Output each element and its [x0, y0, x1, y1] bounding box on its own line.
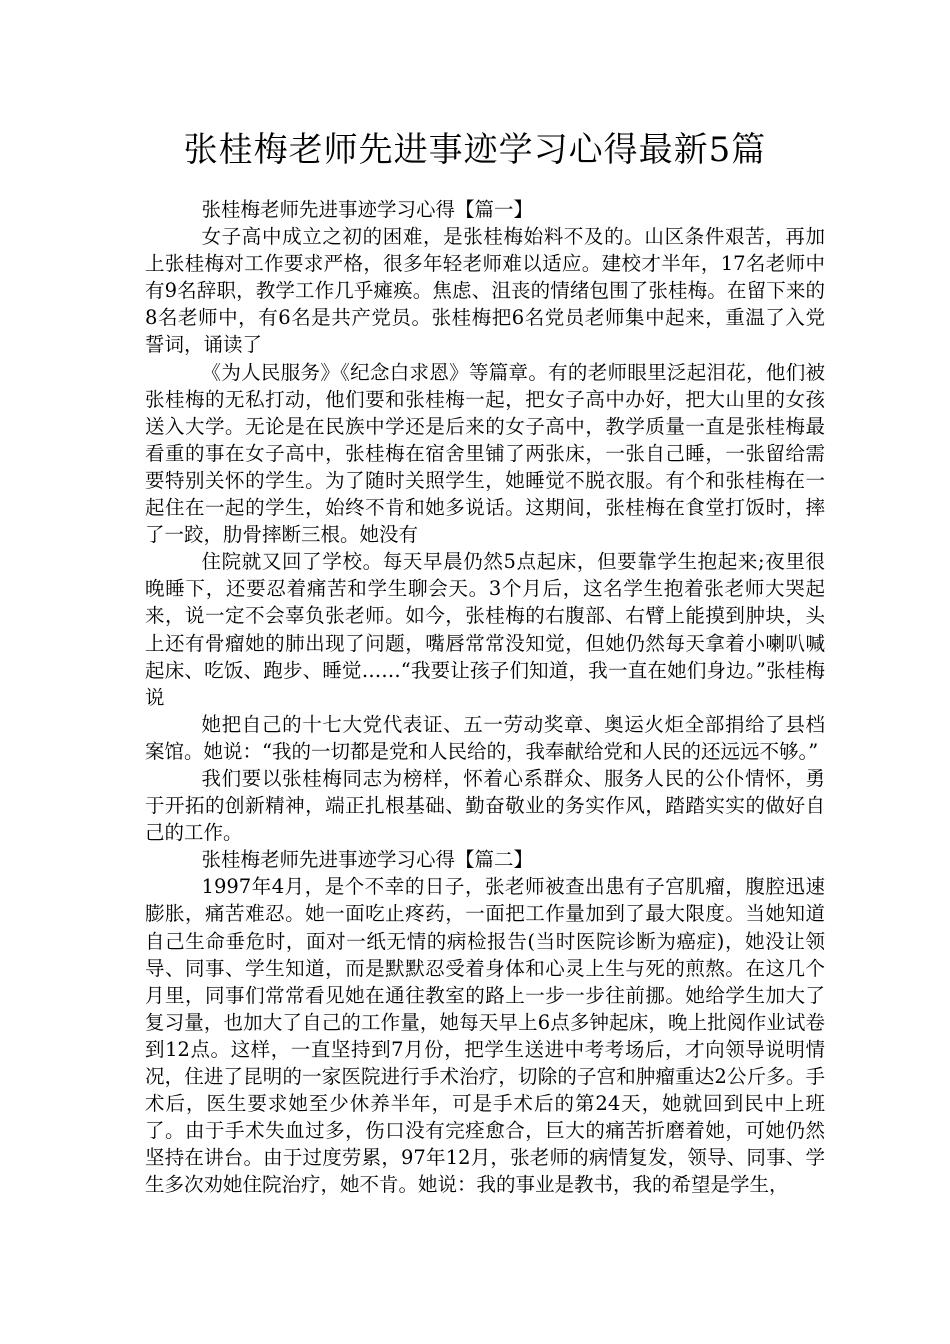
paragraph: 《为人民服务》《纪念白求恩》等篇章。有的老师眼里泛起泪花，他们被张桂梅的无私打动，他们要和张桂梅一起，把女子高中办好，把大山里的女孩送入大学。无论是在民族中学还是后来的女子高中，教学质量一直是张桂梅最看重的事在女子高中，张桂梅在宿舍里铺了两张床，一张自己睡，一张留给需要特别关怀的学生。为了随时关照学生，她睡觉不脱衣服。有个和张桂梅在一起住在一起的学生，始终不肯和她多说话。这期间，张桂梅在食堂打饭时，摔了一跤，肋骨摔断三根。她没有 — [145, 360, 825, 547]
section-heading-1: 张桂梅老师先进事迹学习心得【篇一】 — [201, 198, 534, 221]
paragraph: 1997年4月，是个不幸的日子，张老师被查出患有子宫肌瘤，腹腔迅速膨胀，痛苦难忍。她一面吃止疼药，一面把工作量加到了最大限度。当她知道自己生命垂危时，面对一纸无情的病检报告(当时医院诊断为癌症)，她没让领导、同事、学生知道，而是默默忍受着身体和心灵上生与死的煎熬。在这几个月里，同事们常常看见她在通往教室的路上一步一步往前挪。她给学生加大了复习量，也加大了自己的工作量，她每天早上6点多钟起床，晚上批阅作业试卷到12点。这样，一直坚持到7月份，把学生送进中考考场后，才向领导说明情况，住进了昆明的一家医院进行手术治疗，切除的子宫和肿瘤重达2公斤多。手术后，医生要求她至少休养半年，可是手术后的第24天，她就回到民中上班了。由于手术失血过多，伤口没有完痊愈合，巨大的痛苦折磨着她，可她仍然坚持在讲台。由于过度劳累，97年12月，张老师的病情复发，领导、同事、学生多次劝她住院治疗，她不肯。她说：我的事业是教书，我的希望是学生， — [145, 875, 825, 1197]
document-body — [145, 196, 825, 1198]
paragraph: 住院就又回了学校。每天早晨仍然5点起床，但要靠学生抱起来;夜里很晚睡下，还要忍着痛苦和学生聊会天。3个月后，这名学生抱着张老师大哭起来，说一定不会辜负张老师。如今，张桂梅的右腹部、右臂上能摸到肿块，头上还有骨瘤她的肺出现了问题，嘴唇常常没知觉，但她仍然每天拿着小喇叭喊起床、吃饭、跑步、睡觉……“我要让孩子们知道，我一直在她们身边。”张桂梅说 — [145, 550, 825, 709]
paragraph: 女子高中成立之初的困难，是张桂梅始料不及的。山区条件艰苦，再加上张桂梅对工作要求严格，很多年轻老师难以适应。建校才半年，17名老师中有9名辞职，教学工作几乎瘫痪。焦虑、沮丧的情绪包围了张桂梅。在留下来的8名老师中，有6名是共产党员。张桂梅把6名党员老师集中起来，重温了入党誓词，诵读了 — [145, 225, 825, 357]
section-heading-2: 张桂梅老师先进事迹学习心得【篇二】 — [201, 848, 534, 872]
document-title: 张桂梅老师先进事迹学习心得最新5篇 — [183, 130, 767, 170]
paragraph: 她把自己的十七大党代表证、五一劳动奖章、奥运火炬全部捐给了县档案馆。她说：“我的一切都是党和人民给的，我奉献给党和人民的还远远不够。” — [145, 712, 825, 763]
paragraph: 我们要以张桂梅同志为榜样，怀着心系群众、服务人民的公仆情怀，勇于开拓的创新精神，端正扎根基础、勤奋敬业的务实作风，踏踏实实的做好自己的工作。 — [145, 766, 825, 845]
